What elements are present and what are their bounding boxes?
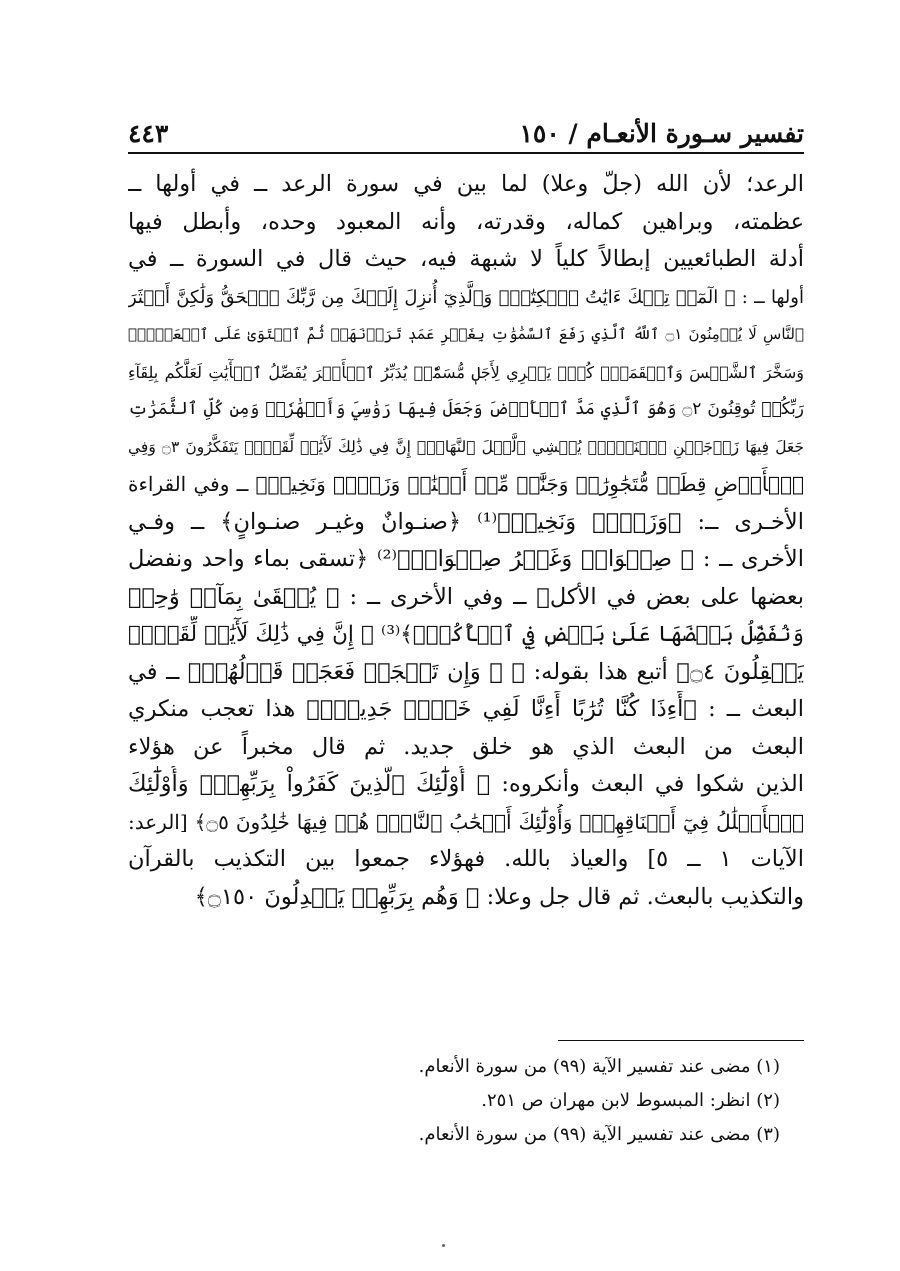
page-number: ٤٤٣ xyxy=(128,119,169,148)
text-line: أدلة الطبائعيين إبطالاً كلياً لا شبهة فيه، حيث قال في السورة ــ في xyxy=(128,246,804,272)
footnotes xyxy=(128,1050,780,1152)
text-line: والتكذيب بالبعث. ثم قال جل وعلا: ﴿ وَهُم بِرَبِّهِمۡ يَعۡدِلُونَ ۝١٥٠﴾ xyxy=(194,883,804,910)
text-line: وَنُفَضِّلُ بَعۡضَهَا عَلَىٰ بَعۡضٖ فِي ٱلۡأُكُلِۚ﴾⁽³⁾ ﴿ إِنَّ فِي ذَٰلِكَ لَأٓيَٰتٖ لِّقَوۡمٖ xyxy=(128,622,804,647)
text-line: رَبِّكُمۡ تُوقِنُونَ ۝٢ وَهُوَ ٱلَّذِي مَدَّ ٱلۡأَرۡضَ وَجَعَلَ فِيهَا رَوَٰسِيَ وَأَنۡهَٰرٗاۖ وَمِن كُلِّ ٱلثَّمَرَٰتِ xyxy=(128,399,804,419)
footnote: (٢) انظر: المبسوط لابن مهران ص ٢٥١. xyxy=(481,1090,780,1111)
text-line: ٱلۡأَرۡضِ قِطَعٞ مُّتَجَٰوِرَٰتٞ وَجَنَّٰتٞ مِّنۡ أَعۡنَٰبٖ وَزَرۡعٖ وَنَخِيلٖ﴾ ــ وفي القراءة xyxy=(128,472,804,496)
text-line: البعث من البعث الذي هو خلق جديد. ثم قال مخبراً عن هؤلاء xyxy=(128,733,804,760)
text-line: البعث ــ : ﴿أَءِذَا كُنَّا تُرَٰبًا أَءِنَّا لَفِي خَلۡقٖ جَدِيدٍۗ﴾ هذا تعجب منكري xyxy=(128,696,804,722)
text-line: جَعَلَ فِيهَا زَوۡجَيۡنِ ٱثۡنَيۡنِۖ يُغۡشِي ٱلَّيۡلَ ٱلنَّهَارَۚ إِنَّ فِي ذَٰلِكَ لَأٓيَٰتٖ لِّقَوۡمٖ يَتَفَكَّرُونَ ۝٣ وَفِي xyxy=(128,437,804,456)
text-line: عظمته، وبراهين كماله، وقدرته، وأنه المعبود وحده، وأبطل فيها xyxy=(128,208,804,235)
header-divider xyxy=(128,152,804,154)
scan-speck xyxy=(442,1244,445,1247)
text-line: الرعد؛ لأن الله (جلّ وعلا) لما بين في سورة الرعد ــ في أولها ــ xyxy=(128,171,804,197)
text-line: الأخـرى ــ: ﴿وَزَرۡعٞ وَنَخِيلٞ﴾⁽¹⁾ ﴿صنـوانٌ وغيـر صنـوانٍ﴾ ــ وفـي xyxy=(128,508,804,535)
text-line: بعضها على بعض في الأكل﴾ ــ وفي الأخرى ــ : ﴿ يُسۡقَىٰ بِمَآءٖ وَٰحِدٖ xyxy=(128,583,804,610)
text-line: ٱلنَّاسِ لَا يُؤۡمِنُونَ ۝١ ٱللَّهُ ٱلَّذِي رَفَعَ ٱلسَّمَٰوَٰتِ بِغَيۡرِ عَمَدٖ تَرَوۡنَهَاۖ ثُمَّ ٱسۡتَوَىٰ عَلَى ٱلۡعَرۡشِۖ xyxy=(128,325,804,343)
text-line: ٱلۡأَغۡلَٰلُ فِيٓ أَعۡنَاقِهِمۡۖ وَأُوْلَٰٓئِكَ أَصۡحَٰبُ ٱلنَّارِۖ هُمۡ فِيهَا خَٰلِدُونَ ۝٥﴾ [الرعد: xyxy=(128,809,804,834)
text-line: أولها ــ : ﴿ الٓمٓرۚ تِلۡكَ ءَايَٰتُ ٱلۡكِتَٰبِۗ وَٱلَّذِيٓ أُنزِلَ إِلَيۡكَ مِن رَّبِّكَ ٱلۡحَقُّ وَلَٰكِنَّ أَكۡثَرَ xyxy=(128,286,804,308)
page-header xyxy=(128,108,804,148)
footnote: (٣) مضى عند تفسير الآية (٩٩) من سورة الأنعام. xyxy=(418,1124,780,1145)
running-title: تفسير سـورة الأنعـام / ١٥٠ xyxy=(519,119,804,148)
text-line: وَسَخَّرَ ٱلشَّمۡسَ وَٱلۡقَمَرَۖ كُلّٞ يَجۡرِي لِأَجَلٖ مُّسَمّٗىۚ يُدَبِّرُ ٱلۡأَمۡرَ يُفَصِّلُ ٱلۡأٓيَٰتِ لَعَلَّكُم بِلِقَآءِ xyxy=(128,362,804,382)
text-line: الذين شكوا في البعث وأنكروه: ﴿ أُوْلَٰٓئِكَ ٱلَّذِينَ كَفَرُواْ بِرَبِّهِمۡۖ وَأُوْلَٰٓئِكَ xyxy=(128,771,804,797)
text-line: الآيات ١ ــ ٥] والعياذ بالله. فهؤلاء جمعوا بين التكذيب بالقرآن xyxy=(128,846,804,872)
text-line: يَعۡقِلُونَ ۝٤﴾ أتبع هذا بقوله: ﴿ ۞ وَإِن تَعۡجَبۡ فَعَجَبٞ قَوۡلُهُمۡ﴾ ــ في xyxy=(128,658,804,685)
main-text xyxy=(128,166,804,1016)
footnote-divider xyxy=(558,1040,804,1041)
text-line: الأخرى ــ : ﴿ صِنۡوَانٞ وَغَيۡرُ صِنۡوَانٖ﴾⁽²⁾ ﴿تسقى بماء واحد ونفضل xyxy=(128,546,804,572)
footnote: (١) مضى عند تفسير الآية (٩٩) من سورة الأنعام. xyxy=(418,1056,780,1077)
